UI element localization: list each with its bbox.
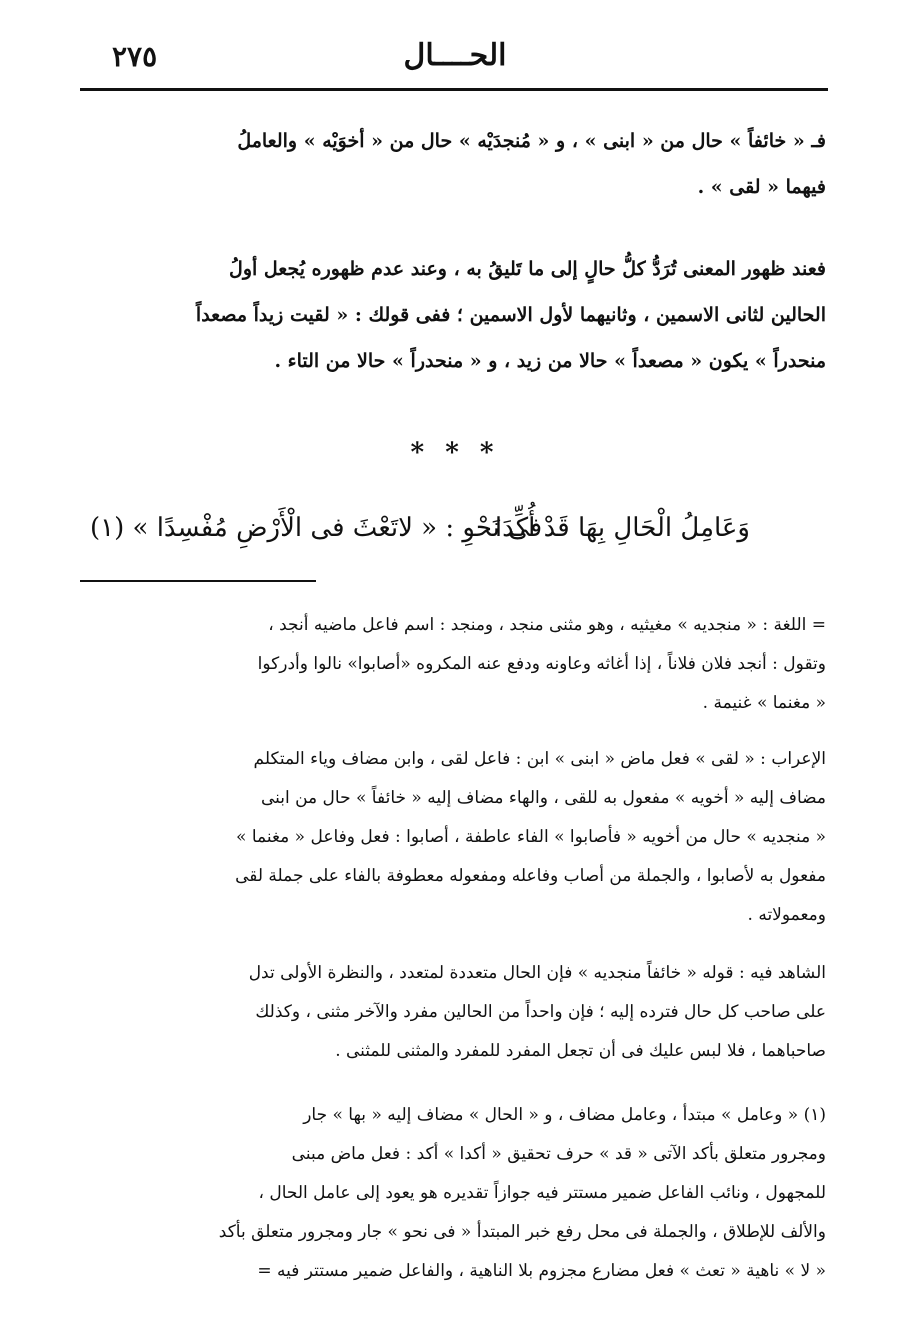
text-line: منحدراً » يكون « مصعداً » حالا من زيد ، و « منحدراً » حالا من التاء . xyxy=(274,350,826,372)
note-line: وتقول : أنجد فلان فلاناً ، إذا أغاثه وعاونه ودفع عنه المكروه «أصابوا» نالوا وأدركوا xyxy=(257,654,826,674)
header-rule xyxy=(80,88,828,91)
note-line: مضاف إليه « أخويه » مفعول به للقى ، والهاء مضاف إليه « خائفاً » حال من ابنى xyxy=(260,788,826,808)
page-header xyxy=(82,38,828,78)
text-line: الحالين لثانى الاسمين ، وثانيهما لأول الاسمين ؛ ففى قولك : « لقيت زيداً مصعداً xyxy=(195,304,826,326)
footnote-1 xyxy=(80,1096,826,1291)
note-line: « مغنما » غنيمة . xyxy=(702,693,826,713)
note-line: الإعراب : « لقى » فعل ماض « ابنى » ابن : فاعل لقى ، وابن مضاف وياء المتكلم xyxy=(253,749,826,769)
note-line: الشاهد فيه : قوله « خائفاً منجديه » فإن الحال متعددة لمتعدد ، والنظرة الأولى تدل xyxy=(248,963,826,983)
note-line: ومعمولاته . xyxy=(747,905,826,925)
note-line: (١) « وعامل » مبتدأ ، وعامل مضاف ، و « الحال » مضاف إليه « بها » جار xyxy=(303,1105,826,1125)
footnote-shahid xyxy=(80,954,826,1071)
main-paragraph-2 xyxy=(80,246,826,384)
text-line: فـ « خائفاً » حال من « ابنى » ، و « مُنجدَيْه » حال من « أخوَيْه » والعاملُ xyxy=(237,130,826,152)
note-line: على صاحب كل حال فترده إليه ؛ فإن واحداً من الحالين مفرد والآخر مثنى ، وكذلك xyxy=(255,1002,826,1022)
note-line: « لا » ناهية « تعث » فعل مضارع مجزوم بلا الناهية ، والفاعل ضمير مستتر فيه = xyxy=(257,1261,826,1281)
note-line: للمجهول ، ونائب الفاعل ضمير مستتر فيه جوازاً تقديره هو يعود إلى عامل الحال ، xyxy=(258,1183,826,1203)
main-paragraph-1 xyxy=(80,118,826,210)
footnote-rule xyxy=(80,580,316,582)
note-line: ومجرور متعلق بأكد الآتى « قد » حرف تحقيق « أكدا » أكد : فعل ماض مبنى xyxy=(291,1144,826,1164)
verse-hemistich-2: فى نَحْوِ : « لاتَعْثَ فى الْأَرْضِ مُفْسِدًا » (١) xyxy=(90,513,543,543)
text-line: فيهما « لقى » . xyxy=(697,176,826,198)
footnote-lugha xyxy=(80,606,826,723)
note-line: صاحباهما ، فلا لبس عليك فى أن تجعل المفرد للمفرد والمثنى للمثنى . xyxy=(335,1041,826,1061)
note-line: = اللغة : « منجديه » مغيثيه ، وهو مثنى منجد ، ومنجد : اسم فاعل ماضيه أنجد ، xyxy=(268,615,826,635)
footnote-irab xyxy=(80,740,826,935)
page-number: ٢٧٥ xyxy=(112,40,158,73)
text-line: فعند ظهور المعنى تُرَدُّ كلُّ حالٍ إلى ما تَليقُ به ، وعند عدم ظهوره يُجعل أولُ xyxy=(229,258,826,280)
section-separator: * * * xyxy=(410,438,500,468)
note-line: والألف للإطلاق ، والجملة فى محل رفع خبر المبتدأ « فى نحو » جار ومجرور متعلق بأكد xyxy=(218,1222,826,1242)
page-title: الحــــال xyxy=(403,38,507,73)
note-line: « منجديه » حال من أخويه « فأصابوا » الفاء عاطفة ، أصابوا : فعل وفاعل « مغنما » xyxy=(236,827,826,847)
note-line: مفعول به لأصابوا ، والجملة من أصاب وفاعله ومفعوله معطوفة بالفاء على جملة لقى xyxy=(235,866,826,886)
verse-hemistich-1: وَعَامِلُ الْحَالِ بِهَا قَدْ أُكِّدَا xyxy=(494,513,750,543)
